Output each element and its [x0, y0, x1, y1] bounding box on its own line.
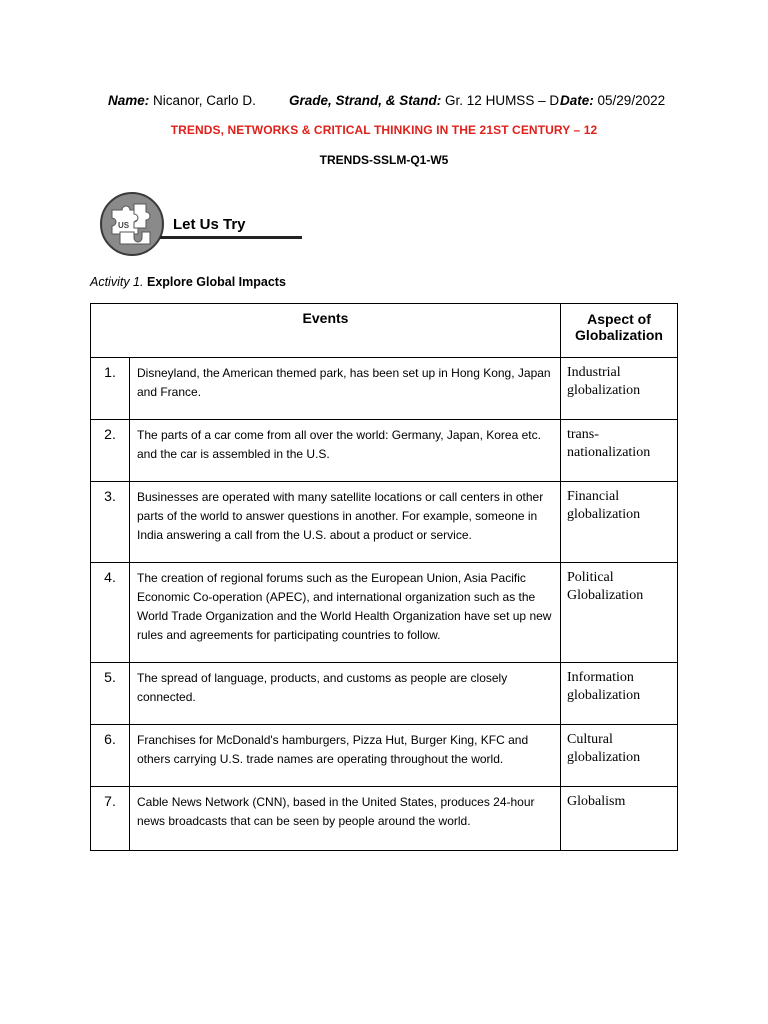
grade-strand-section [289, 93, 559, 108]
event-text: Cable News Network (CNN), based in the United States, produces 24-hour news broadcasts that can be seen by people around the world. [130, 787, 561, 851]
row-number: 1. [91, 358, 130, 420]
row-number: 5. [91, 663, 130, 725]
row-number: 6. [91, 725, 130, 787]
section-label: Let Us Try [173, 216, 246, 233]
row-number: 3. [91, 482, 130, 563]
aspect-answer: Political Globalization [561, 563, 678, 663]
event-text: The creation of regional forums such as the European Union, Asia Pacific Economic Co-operation (APEC), and international organization such as the World Trade Organization and the World Health Organization have set up new rules and agreements for participating countries to follow. [130, 563, 561, 663]
event-text: The parts of a car come from all over the world: Germany, Japan, Korea etc. and the car is assembled in the U.S. [130, 420, 561, 482]
name-value: Nicanor, Carlo D. [153, 93, 256, 108]
aspect-column-header: Aspect of Globalization [561, 304, 678, 358]
table-row [91, 663, 678, 725]
grade-value: Gr. 12 HUMSS – D [445, 93, 560, 108]
date [560, 93, 665, 108]
activity-title: Explore Global Impacts [146, 275, 286, 289]
student-name [108, 93, 256, 108]
table-row [91, 725, 678, 787]
date-label: Date: [560, 93, 594, 108]
globalization-table [90, 303, 678, 851]
course-title: TRENDS, NETWORKS & CRITICAL THINKING IN THE 21ST CENTURY – 12 [170, 123, 598, 137]
table-row [91, 482, 678, 563]
aspect-answer: trans-nationalization [561, 420, 678, 482]
aspect-answer: Financial globalization [561, 482, 678, 563]
date-value: 05/29/2022 [597, 93, 666, 108]
activity-prefix: Activity 1. [90, 275, 144, 289]
event-text: Businesses are operated with many satellite locations or call centers in other parts of the world to answer questions in another. For example, someone in India answering a call from the U.S. about a product or service. [130, 482, 561, 563]
puzzle-pieces-icon [100, 192, 164, 256]
table-row [91, 563, 678, 663]
activity-heading [90, 275, 286, 289]
table-header-row [91, 304, 678, 358]
row-number: 2. [91, 420, 130, 482]
table-row [91, 420, 678, 482]
section-banner [100, 192, 310, 258]
events-column-header: Events [91, 304, 561, 358]
aspect-answer: Globalism [561, 787, 678, 851]
section-underline [160, 236, 302, 239]
name-label: Name: [108, 93, 150, 108]
module-code: TRENDS-SSLM-Q1-W5 [319, 153, 449, 167]
table-row [91, 787, 678, 851]
grade-label: Grade, Strand, & Stand: [289, 93, 442, 108]
row-number: 7. [91, 787, 130, 851]
aspect-answer: Information globalization [561, 663, 678, 725]
aspect-answer: Industrial globalization [561, 358, 678, 420]
table-row [91, 358, 678, 420]
svg-text:US: US [118, 221, 130, 230]
row-number: 4. [91, 563, 130, 663]
aspect-answer: Cultural globalization [561, 725, 678, 787]
event-text: Disneyland, the American themed park, has been set up in Hong Kong, Japan and France. [130, 358, 561, 420]
event-text: Franchises for McDonald's hamburgers, Pizza Hut, Burger King, KFC and others carrying U.S. trade names are operating throughout the world. [130, 725, 561, 787]
event-text: The spread of language, products, and customs as people are closely connected. [130, 663, 561, 725]
